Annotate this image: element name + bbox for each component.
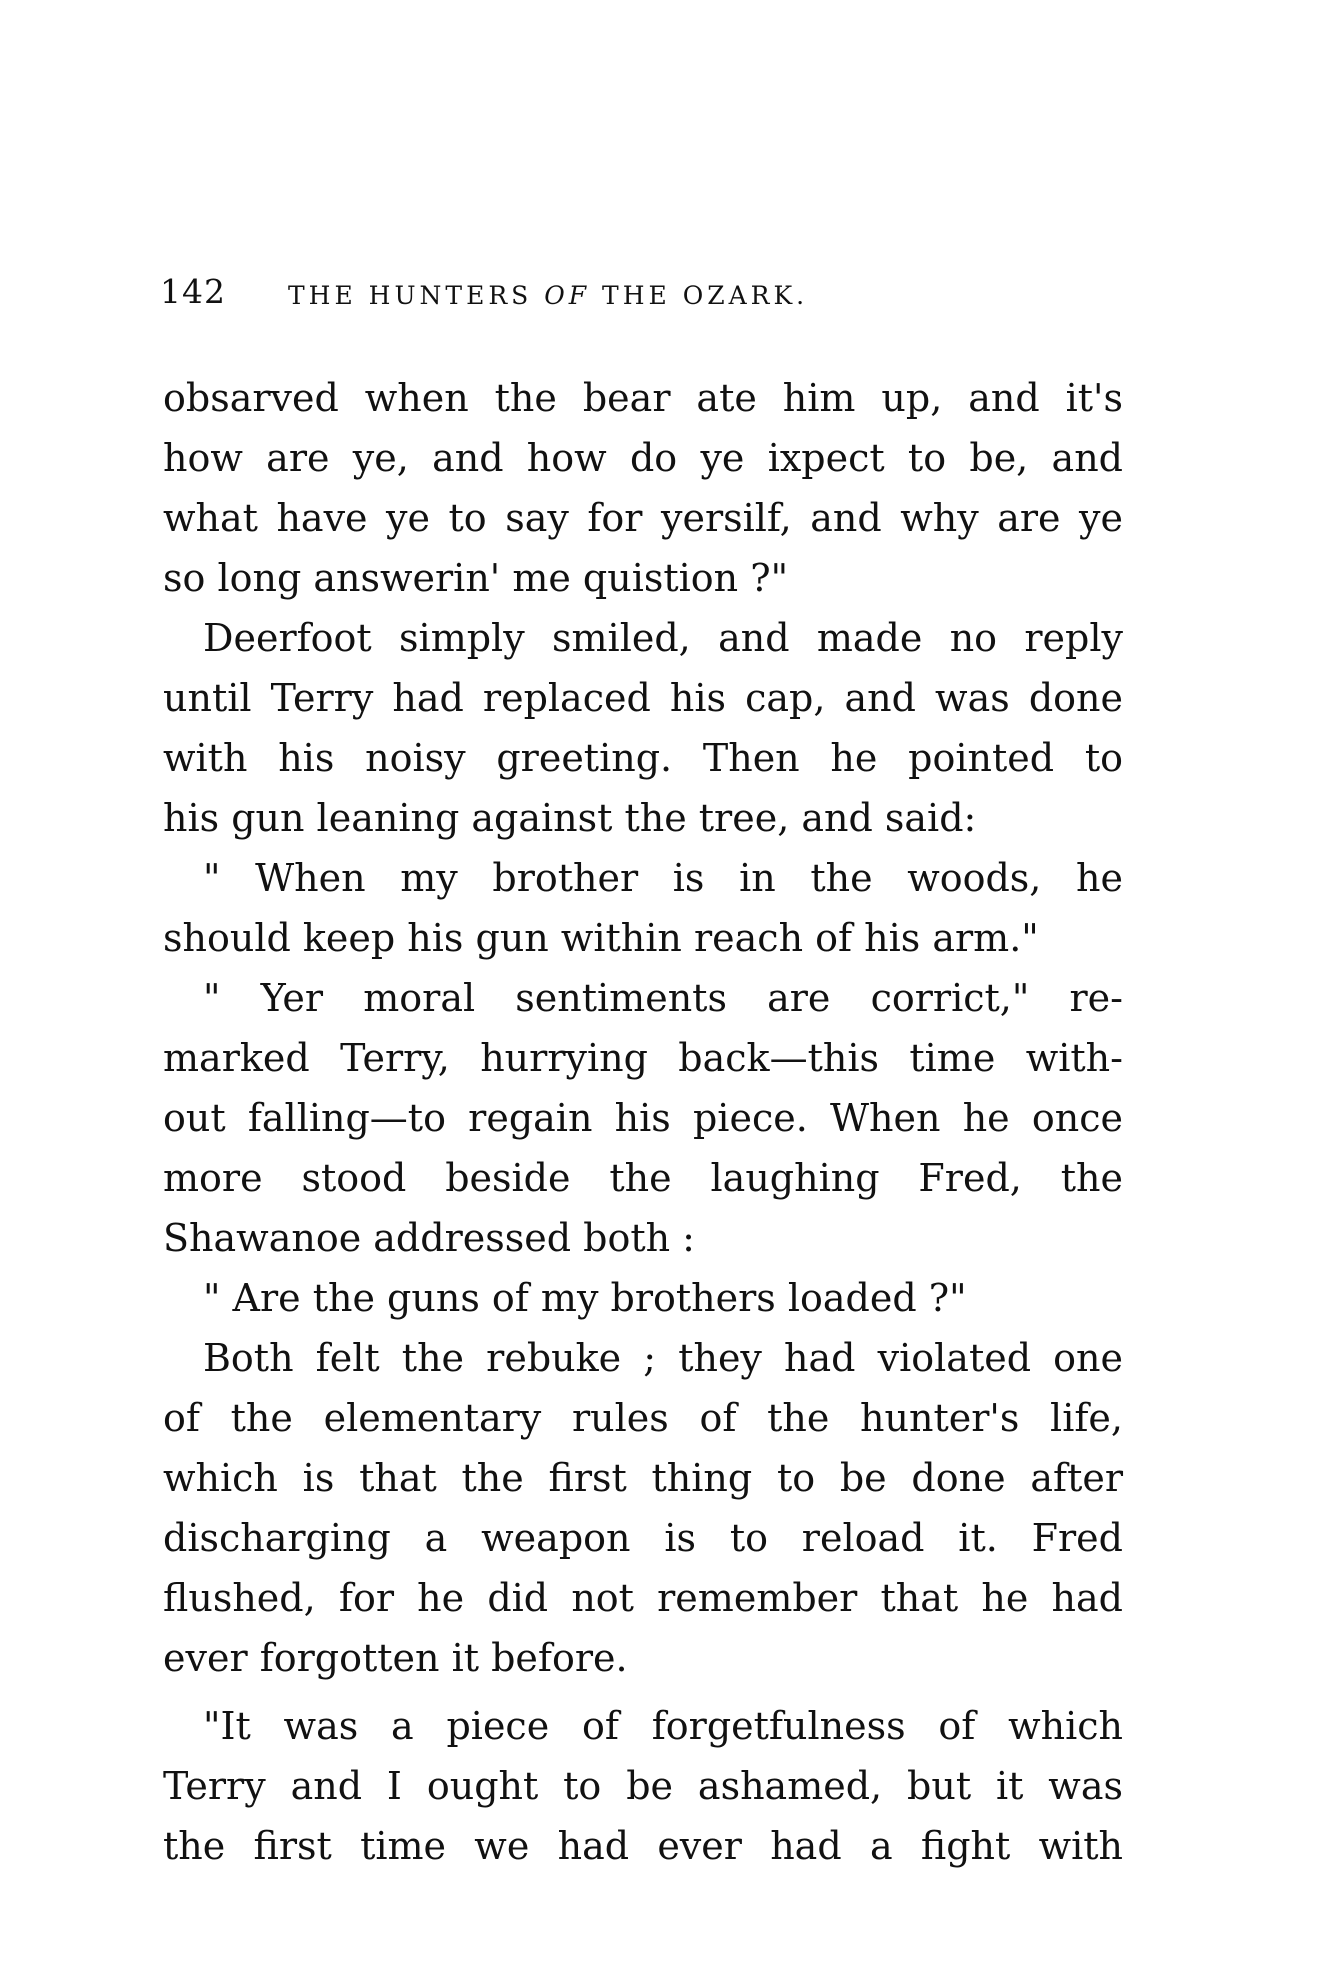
text-line: Terry and I ought to be ashamed, but it was [163, 1764, 1123, 1808]
text-line: with his noisy greeting. Then he pointed to [163, 736, 1123, 780]
text-line: so long answerin' me quistion ?" [163, 556, 789, 600]
text-line: should keep his gun within reach of his arm." [163, 916, 1039, 960]
text-line: which is that the first thing to be done after [163, 1456, 1123, 1500]
body-text [163, 368, 1123, 1876]
text-line: Both felt the rebuke ; they had violated one [203, 1336, 1123, 1380]
text-line: " Yer moral sentiments are corrict," re- [203, 976, 1123, 1020]
text-line: flushed, for he did not remember that he had [163, 1576, 1123, 1620]
running-title-of: OF [544, 281, 591, 310]
text-line: of the elementary rules of the hunter's life, [163, 1396, 1123, 1440]
text-line: discharging a weapon is to reload it. Fred [163, 1516, 1123, 1560]
running-title-part2: THE OZARK. [590, 281, 809, 310]
text-line: how are ye, and how do ye ixpect to be, and [163, 436, 1123, 480]
running-title-part1: THE HUNTERS [288, 281, 545, 310]
page-header [160, 272, 1120, 320]
text-line: ever forgotten it before. [163, 1636, 628, 1680]
running-title [288, 281, 808, 310]
page-number: 142 [160, 272, 226, 311]
text-line: until Terry had replaced his cap, and was done [163, 676, 1123, 720]
text-line: obsarved when the bear ate him up, and it's [163, 376, 1123, 420]
text-line: what have ye to say for yersilf, and why are ye [163, 496, 1123, 540]
paragraph-gap [163, 1688, 1123, 1696]
text-line: Deerfoot simply smiled, and made no reply [203, 616, 1123, 660]
text-line: " When my brother is in the woods, he [203, 856, 1123, 900]
text-line: out falling—to regain his piece. When he once [163, 1096, 1123, 1140]
text-line: the first time we had ever had a fight with [163, 1824, 1123, 1868]
text-line: "It was a piece of forgetfulness of which [203, 1704, 1123, 1748]
text-line: marked Terry, hurrying back—this time with- [163, 1036, 1123, 1080]
text-line: his gun leaning against the tree, and said: [163, 796, 977, 840]
text-line: " Are the guns of my brothers loaded ?" [203, 1276, 967, 1320]
text-line: more stood beside the laughing Fred, the [163, 1156, 1123, 1200]
text-line: Shawanoe addressed both : [163, 1216, 695, 1260]
